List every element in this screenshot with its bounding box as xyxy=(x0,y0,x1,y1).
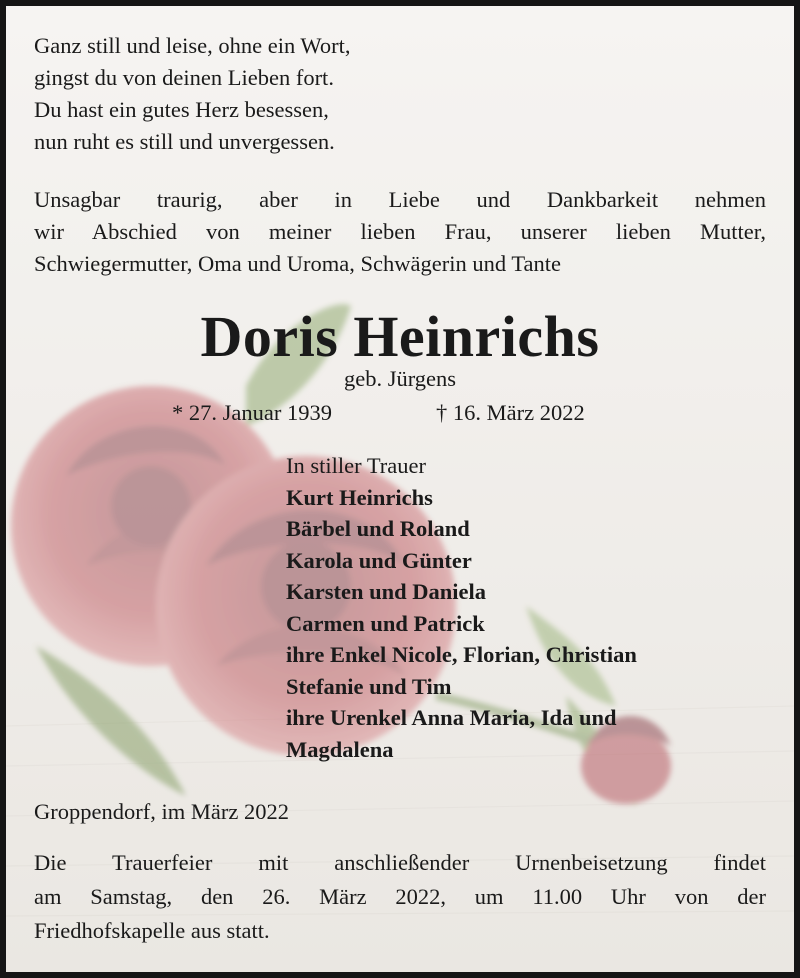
deceased-name: Doris Heinrichs xyxy=(200,304,600,369)
funeral-line: am Samstag, den 26. März 2022, um 11.00 Uhr von der xyxy=(34,884,766,909)
mourner-name: ihre Urenkel Anna Maria, Ida und xyxy=(286,705,617,730)
mourner-name: Bärbel und Roland xyxy=(286,516,470,541)
funeral-notice xyxy=(34,846,766,948)
intro-line: wir Abschied von meiner lieben Frau, unserer lieben Mutter, xyxy=(34,219,766,244)
mourner-name: Stefanie und Tim xyxy=(286,673,452,699)
mourner-name: Karola und Günter xyxy=(286,547,472,573)
mourners-list xyxy=(286,450,786,765)
mourner-name: Kurt Heinrichs xyxy=(286,484,433,510)
maiden-name: geb. Jürgens xyxy=(343,366,457,391)
poem-line: nun ruht es still und unvergessen. xyxy=(34,129,335,154)
mourner-name: Karsten und Daniela xyxy=(286,579,487,604)
mourner-name: ihre Enkel Nicole, Florian, Christian xyxy=(286,642,637,667)
mourners-heading: In stiller Trauer xyxy=(286,453,426,478)
poem xyxy=(34,30,766,158)
birth-date: * 27. Januar 1939 xyxy=(172,400,332,425)
place-and-date: Groppendorf, im März 2022 xyxy=(34,799,289,824)
poem-line: Ganz still und leise, ohne ein Wort, xyxy=(34,33,351,58)
funeral-line: Die Trauerfeier mit anschließender Urnenbeisetzung findet xyxy=(34,850,766,875)
intro-line: Schwiegermutter, Oma und Uroma, Schwägerin und Tante xyxy=(34,251,561,276)
poem-line: gingst du von deinen Lieben fort. xyxy=(34,65,334,90)
poem-line: Du hast ein gutes Herz besessen, xyxy=(34,97,329,122)
intro-text xyxy=(34,184,766,280)
mourner-name: Carmen und Patrick xyxy=(286,610,485,636)
funeral-line: Friedhofskapelle aus statt. xyxy=(34,918,270,943)
mourner-name: Magdalena xyxy=(286,736,394,762)
intro-line: Unsagbar traurig, aber in Liebe und Dankbarkeit nehmen xyxy=(34,187,766,212)
death-date: † 16. März 2022 xyxy=(436,400,585,425)
